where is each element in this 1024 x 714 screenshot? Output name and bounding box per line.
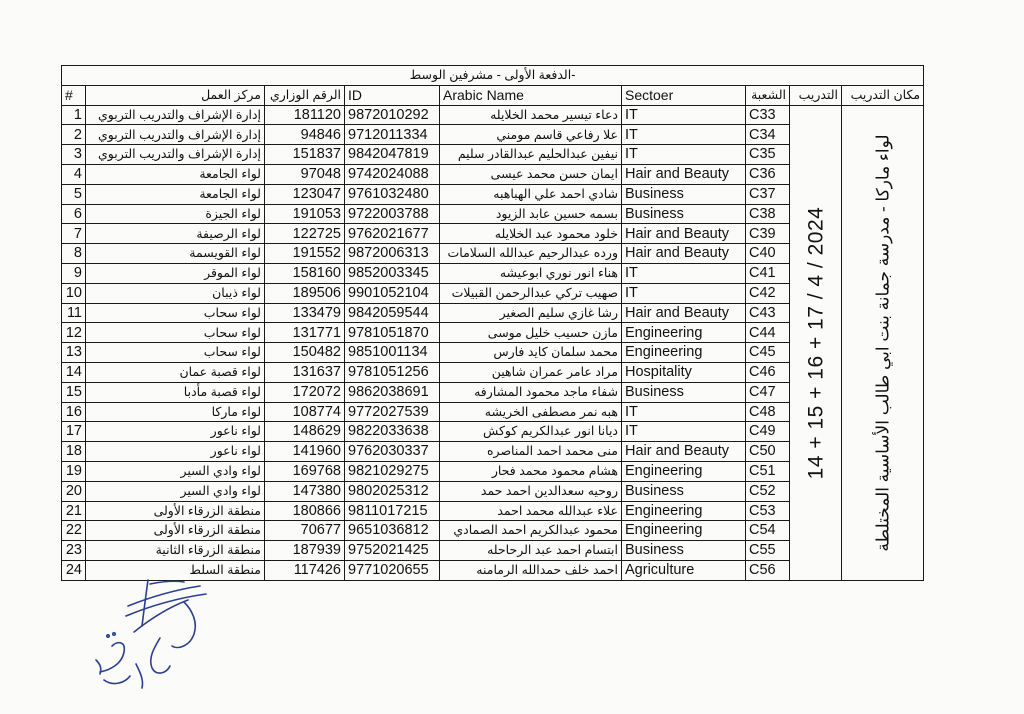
row-branch: C49 xyxy=(746,422,790,442)
row-work-center: لواء سحاب xyxy=(86,343,265,363)
row-work-center: منطقة السلط xyxy=(86,560,265,580)
row-num: 12 xyxy=(62,323,86,343)
table-body xyxy=(62,105,924,580)
row-work-center: لواء القويسمة xyxy=(86,244,265,264)
row-num: 1 xyxy=(62,105,86,125)
row-num: 3 xyxy=(62,145,86,165)
row-arabic-name: نيفين عبدالحليم عبدالقادر سليم xyxy=(440,145,622,165)
row-national-no: 150482 xyxy=(265,343,345,363)
row-num: 20 xyxy=(62,481,86,501)
row-branch: C54 xyxy=(746,521,790,541)
row-sector: Engineering xyxy=(622,461,746,481)
row-branch: C41 xyxy=(746,263,790,283)
header-branch: الشعبة xyxy=(746,85,790,105)
row-arabic-name: منى محمد احمد المناصره xyxy=(440,442,622,462)
row-num: 13 xyxy=(62,343,86,363)
row-work-center: إدارة الإشراف والتدريب التربوي xyxy=(86,105,265,125)
row-work-center: لواء الموقر xyxy=(86,263,265,283)
row-sector: Business xyxy=(622,382,746,402)
row-national-no: 191552 xyxy=(265,244,345,264)
row-num: 23 xyxy=(62,541,86,561)
row-national-no: 123047 xyxy=(265,184,345,204)
row-sector: Business xyxy=(622,541,746,561)
header-arabic-name: Arabic Name xyxy=(440,85,622,105)
row-id: 9872006313 xyxy=(345,244,440,264)
row-work-center: لواء وادي السير xyxy=(86,461,265,481)
row-sector: Hair and Beauty xyxy=(622,442,746,462)
row-num: 2 xyxy=(62,125,86,145)
training-place: لواء ماركا - مدرسة جمانة بنت ابي طالب الأساسية المختلطة xyxy=(873,134,893,552)
row-num: 11 xyxy=(62,303,86,323)
row-sector: IT xyxy=(622,283,746,303)
row-num: 22 xyxy=(62,521,86,541)
row-work-center: لواء ناعور xyxy=(86,422,265,442)
row-sector: Engineering xyxy=(622,323,746,343)
row-id: 9851001134 xyxy=(345,343,440,363)
row-work-center: لواء قصبة عمان xyxy=(86,362,265,382)
row-sector: Hair and Beauty xyxy=(622,244,746,264)
row-branch: C52 xyxy=(746,481,790,501)
row-arabic-name: محمود عبدالكريم احمد الصمادي xyxy=(440,521,622,541)
header-work-center: مركز العمل xyxy=(86,85,265,105)
row-arabic-name: شادي احمد علي الهباهبه xyxy=(440,184,622,204)
row-work-center: منطقة الزرقاء الأولى xyxy=(86,521,265,541)
row-sector: Engineering xyxy=(622,501,746,521)
row-branch: C33 xyxy=(746,105,790,125)
row-national-no: 141960 xyxy=(265,442,345,462)
row-arabic-name: رشا غازي سليم الصغير xyxy=(440,303,622,323)
row-national-no: 133479 xyxy=(265,303,345,323)
row-arabic-name: بسمه حسين عابد الزيود xyxy=(440,204,622,224)
row-sector: Hair and Beauty xyxy=(622,164,746,184)
row-branch: C39 xyxy=(746,224,790,244)
trainee-roster-table xyxy=(61,65,924,581)
row-arabic-name: مازن حسيب خليل موسى xyxy=(440,323,622,343)
row-id: 9862038691 xyxy=(345,382,440,402)
row-work-center: إدارة الإشراف والتدريب التربوي xyxy=(86,125,265,145)
row-id: 9761032480 xyxy=(345,184,440,204)
row-national-no: 108774 xyxy=(265,402,345,422)
row-id: 9712011334 xyxy=(345,125,440,145)
training-place-cell xyxy=(842,105,924,580)
row-arabic-name: محمد سلمان كايد فارس xyxy=(440,343,622,363)
row-branch: C42 xyxy=(746,283,790,303)
row-sector: IT xyxy=(622,263,746,283)
row-national-no: 97048 xyxy=(265,164,345,184)
row-id: 9901052104 xyxy=(345,283,440,303)
table-header-row xyxy=(62,85,924,105)
row-arabic-name: علاء عبدالله محمد احمد xyxy=(440,501,622,521)
row-num: 9 xyxy=(62,263,86,283)
row-sector: Agriculture xyxy=(622,560,746,580)
row-id: 9822033638 xyxy=(345,422,440,442)
row-num: 10 xyxy=(62,283,86,303)
row-branch: C56 xyxy=(746,560,790,580)
row-arabic-name: ابتسام احمد عبد الرحاحله xyxy=(440,541,622,561)
row-sector: IT xyxy=(622,105,746,125)
row-work-center: لواء وادي السير xyxy=(86,481,265,501)
row-work-center: لواء الجيزة xyxy=(86,204,265,224)
row-id: 9781051256 xyxy=(345,362,440,382)
row-work-center: لواء ناعور xyxy=(86,442,265,462)
row-branch: C48 xyxy=(746,402,790,422)
row-national-no: 131771 xyxy=(265,323,345,343)
row-branch: C50 xyxy=(746,442,790,462)
row-national-no: 187939 xyxy=(265,541,345,561)
row-id: 9762030337 xyxy=(345,442,440,462)
row-national-no: 148629 xyxy=(265,422,345,442)
row-arabic-name: دعاء تيسير محمد الخلايله xyxy=(440,105,622,125)
row-sector: IT xyxy=(622,125,746,145)
row-arabic-name: ورده عبدالرحيم عبدالله السلامات xyxy=(440,244,622,264)
row-arabic-name: ديانا انور عبدالكريم كوكش xyxy=(440,422,622,442)
row-work-center: لواء الجامعة xyxy=(86,184,265,204)
row-national-no: 131637 xyxy=(265,362,345,382)
row-id: 9781051870 xyxy=(345,323,440,343)
row-national-no: 94846 xyxy=(265,125,345,145)
row-national-no: 180866 xyxy=(265,501,345,521)
row-arabic-name: علا رفاعي قاسم مومني xyxy=(440,125,622,145)
row-sector: IT xyxy=(622,145,746,165)
row-arabic-name: صهيب تركي عبدالرحمن القبيلات xyxy=(440,283,622,303)
row-work-center: لواء ذيبان xyxy=(86,283,265,303)
row-arabic-name: مراد عامر عمران شاهين xyxy=(440,362,622,382)
row-id: 9722003788 xyxy=(345,204,440,224)
row-num: 6 xyxy=(62,204,86,224)
row-national-no: 172072 xyxy=(265,382,345,402)
row-work-center: لواء الرصيفة xyxy=(86,224,265,244)
row-num: 16 xyxy=(62,402,86,422)
row-national-no: 158160 xyxy=(265,263,345,283)
handwritten-signature xyxy=(88,576,228,696)
row-work-center: منطقة الزرقاء الثانية xyxy=(86,541,265,561)
row-work-center: منطقة الزرقاء الأولى xyxy=(86,501,265,521)
row-branch: C51 xyxy=(746,461,790,481)
row-num: 15 xyxy=(62,382,86,402)
row-id: 9762021677 xyxy=(345,224,440,244)
row-arabic-name: احمد خلف حمدالله الرمامنه xyxy=(440,560,622,580)
row-num: 18 xyxy=(62,442,86,462)
row-work-center: لواء سحاب xyxy=(86,303,265,323)
row-id: 9651036812 xyxy=(345,521,440,541)
row-arabic-name: هبه نمر مصطفى الخريشه xyxy=(440,402,622,422)
row-national-no: 147380 xyxy=(265,481,345,501)
row-branch: C44 xyxy=(746,323,790,343)
row-arabic-name: خلود محمود عبد الخلايله xyxy=(440,224,622,244)
row-arabic-name: ايمان حسن محمد عيسى xyxy=(440,164,622,184)
training-dates: 14 + 15 + 16 + 17 / 4 / 2024 xyxy=(804,206,827,479)
header-training-dates: التدريب xyxy=(790,85,842,105)
row-branch: C37 xyxy=(746,184,790,204)
table-caption: الدفعة الأولى - مشرفين الوسط- xyxy=(62,66,924,86)
table-row xyxy=(62,105,924,125)
header-num: # xyxy=(62,85,86,105)
row-branch: C53 xyxy=(746,501,790,521)
row-sector: IT xyxy=(622,402,746,422)
row-num: 19 xyxy=(62,461,86,481)
row-work-center: لواء قصبة مأدبا xyxy=(86,382,265,402)
row-num: 21 xyxy=(62,501,86,521)
row-arabic-name: شفاء ماجد محمود المشارفه xyxy=(440,382,622,402)
row-sector: Business xyxy=(622,184,746,204)
row-national-no: 117426 xyxy=(265,560,345,580)
row-num: 17 xyxy=(62,422,86,442)
row-national-no: 191053 xyxy=(265,204,345,224)
row-work-center: لواء ماركا xyxy=(86,402,265,422)
row-sector: Hospitality xyxy=(622,362,746,382)
row-id: 9872010292 xyxy=(345,105,440,125)
row-id: 9802025312 xyxy=(345,481,440,501)
row-sector: Hair and Beauty xyxy=(622,303,746,323)
row-num: 14 xyxy=(62,362,86,382)
row-num: 4 xyxy=(62,164,86,184)
row-id: 9811017215 xyxy=(345,501,440,521)
row-sector: Business xyxy=(622,204,746,224)
row-id: 9842059544 xyxy=(345,303,440,323)
row-branch: C46 xyxy=(746,362,790,382)
row-id: 9742024088 xyxy=(345,164,440,184)
row-arabic-name: روحيه سعدالدين احمد حمد xyxy=(440,481,622,501)
row-branch: C45 xyxy=(746,343,790,363)
row-work-center: لواء الجامعة xyxy=(86,164,265,184)
row-num: 8 xyxy=(62,244,86,264)
row-branch: C55 xyxy=(746,541,790,561)
header-id: ID xyxy=(345,85,440,105)
row-id: 9771020655 xyxy=(345,560,440,580)
row-national-no: 181120 xyxy=(265,105,345,125)
row-work-center: لواء سحاب xyxy=(86,323,265,343)
row-id: 9772027539 xyxy=(345,402,440,422)
row-work-center: إدارة الإشراف والتدريب التربوي xyxy=(86,145,265,165)
table-caption-row xyxy=(62,66,924,86)
row-sector: Engineering xyxy=(622,521,746,541)
header-national-no: الرقم الوزاري xyxy=(265,85,345,105)
row-branch: C36 xyxy=(746,164,790,184)
row-sector: Engineering xyxy=(622,343,746,363)
row-national-no: 151837 xyxy=(265,145,345,165)
row-national-no: 122725 xyxy=(265,224,345,244)
training-dates-cell xyxy=(790,105,842,580)
row-id: 9821029275 xyxy=(345,461,440,481)
row-sector: Business xyxy=(622,481,746,501)
row-arabic-name: هشام محمود محمد فحار xyxy=(440,461,622,481)
header-sector: Sectoer xyxy=(622,85,746,105)
row-branch: C38 xyxy=(746,204,790,224)
row-branch: C47 xyxy=(746,382,790,402)
row-id: 9752021425 xyxy=(345,541,440,561)
row-sector: Hair and Beauty xyxy=(622,224,746,244)
row-national-no: 70677 xyxy=(265,521,345,541)
row-branch: C35 xyxy=(746,145,790,165)
header-training-place: مكان التدريب xyxy=(842,85,924,105)
row-id: 9852003345 xyxy=(345,263,440,283)
row-sector: IT xyxy=(622,422,746,442)
row-national-no: 189506 xyxy=(265,283,345,303)
row-national-no: 169768 xyxy=(265,461,345,481)
row-id: 9842047819 xyxy=(345,145,440,165)
row-branch: C43 xyxy=(746,303,790,323)
row-num: 7 xyxy=(62,224,86,244)
row-num: 24 xyxy=(62,560,86,580)
row-arabic-name: هناء انور نوري ابوعيشه xyxy=(440,263,622,283)
row-branch: C40 xyxy=(746,244,790,264)
row-branch: C34 xyxy=(746,125,790,145)
row-num: 5 xyxy=(62,184,86,204)
